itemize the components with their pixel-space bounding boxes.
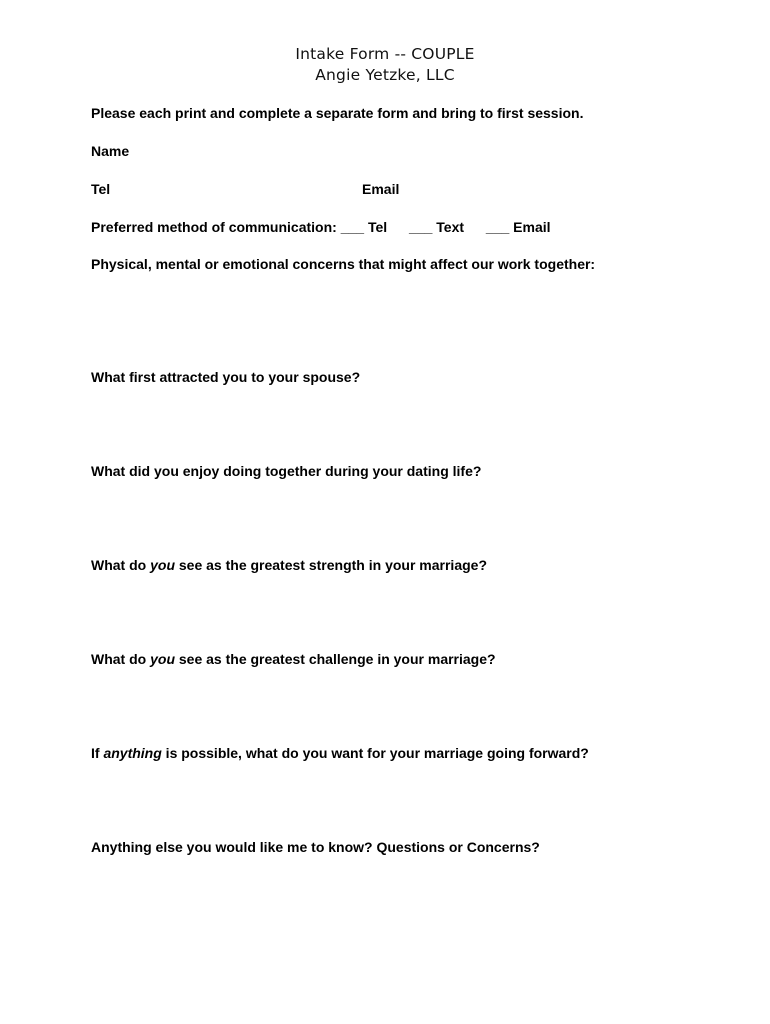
question-forward-part: is possible, what do you want for your marriage going forward? bbox=[161, 745, 589, 761]
question-challenge-emphasis: you bbox=[150, 651, 175, 667]
question-anything-else: Anything else you would like me to know? Questions or Concerns? bbox=[91, 839, 540, 855]
question-forward-part: If bbox=[91, 745, 104, 761]
form-title: Intake Form -- COUPLE bbox=[295, 45, 475, 63]
preferred-option-tel: ___ Tel bbox=[340, 219, 388, 235]
question-strength-part: What do bbox=[91, 557, 151, 573]
question-dating: What did you enjoy doing together during your dating life? bbox=[91, 463, 482, 479]
question-challenge bbox=[91, 651, 496, 667]
question-concerns: Physical, mental or emotional concerns that might affect our work together: bbox=[91, 256, 596, 272]
question-strength-part: see as the greatest strength in your marriage? bbox=[175, 557, 487, 573]
question-strength-emphasis: you bbox=[150, 557, 175, 573]
preferred-communication-label: Preferred method of communication: bbox=[91, 219, 337, 235]
question-challenge-part: What do bbox=[91, 651, 151, 667]
email-label: Email bbox=[362, 181, 400, 197]
name-label: Name bbox=[91, 143, 130, 159]
tel-label: Tel bbox=[91, 181, 111, 197]
question-strength bbox=[91, 557, 487, 573]
preferred-communication-row bbox=[91, 219, 551, 235]
question-forward bbox=[91, 745, 589, 761]
form-subtitle: Angie Yetzke, LLC bbox=[315, 66, 455, 84]
preferred-option-text: ___ Text bbox=[409, 219, 465, 235]
question-challenge-part: see as the greatest challenge in your marriage? bbox=[175, 651, 496, 667]
question-forward-emphasis: anything bbox=[103, 745, 162, 761]
instructions-text: Please each print and complete a separate form and bring to first session. bbox=[91, 105, 584, 121]
preferred-option-email: ___ Email bbox=[485, 219, 551, 235]
question-attracted: What first attracted you to your spouse? bbox=[91, 369, 361, 385]
